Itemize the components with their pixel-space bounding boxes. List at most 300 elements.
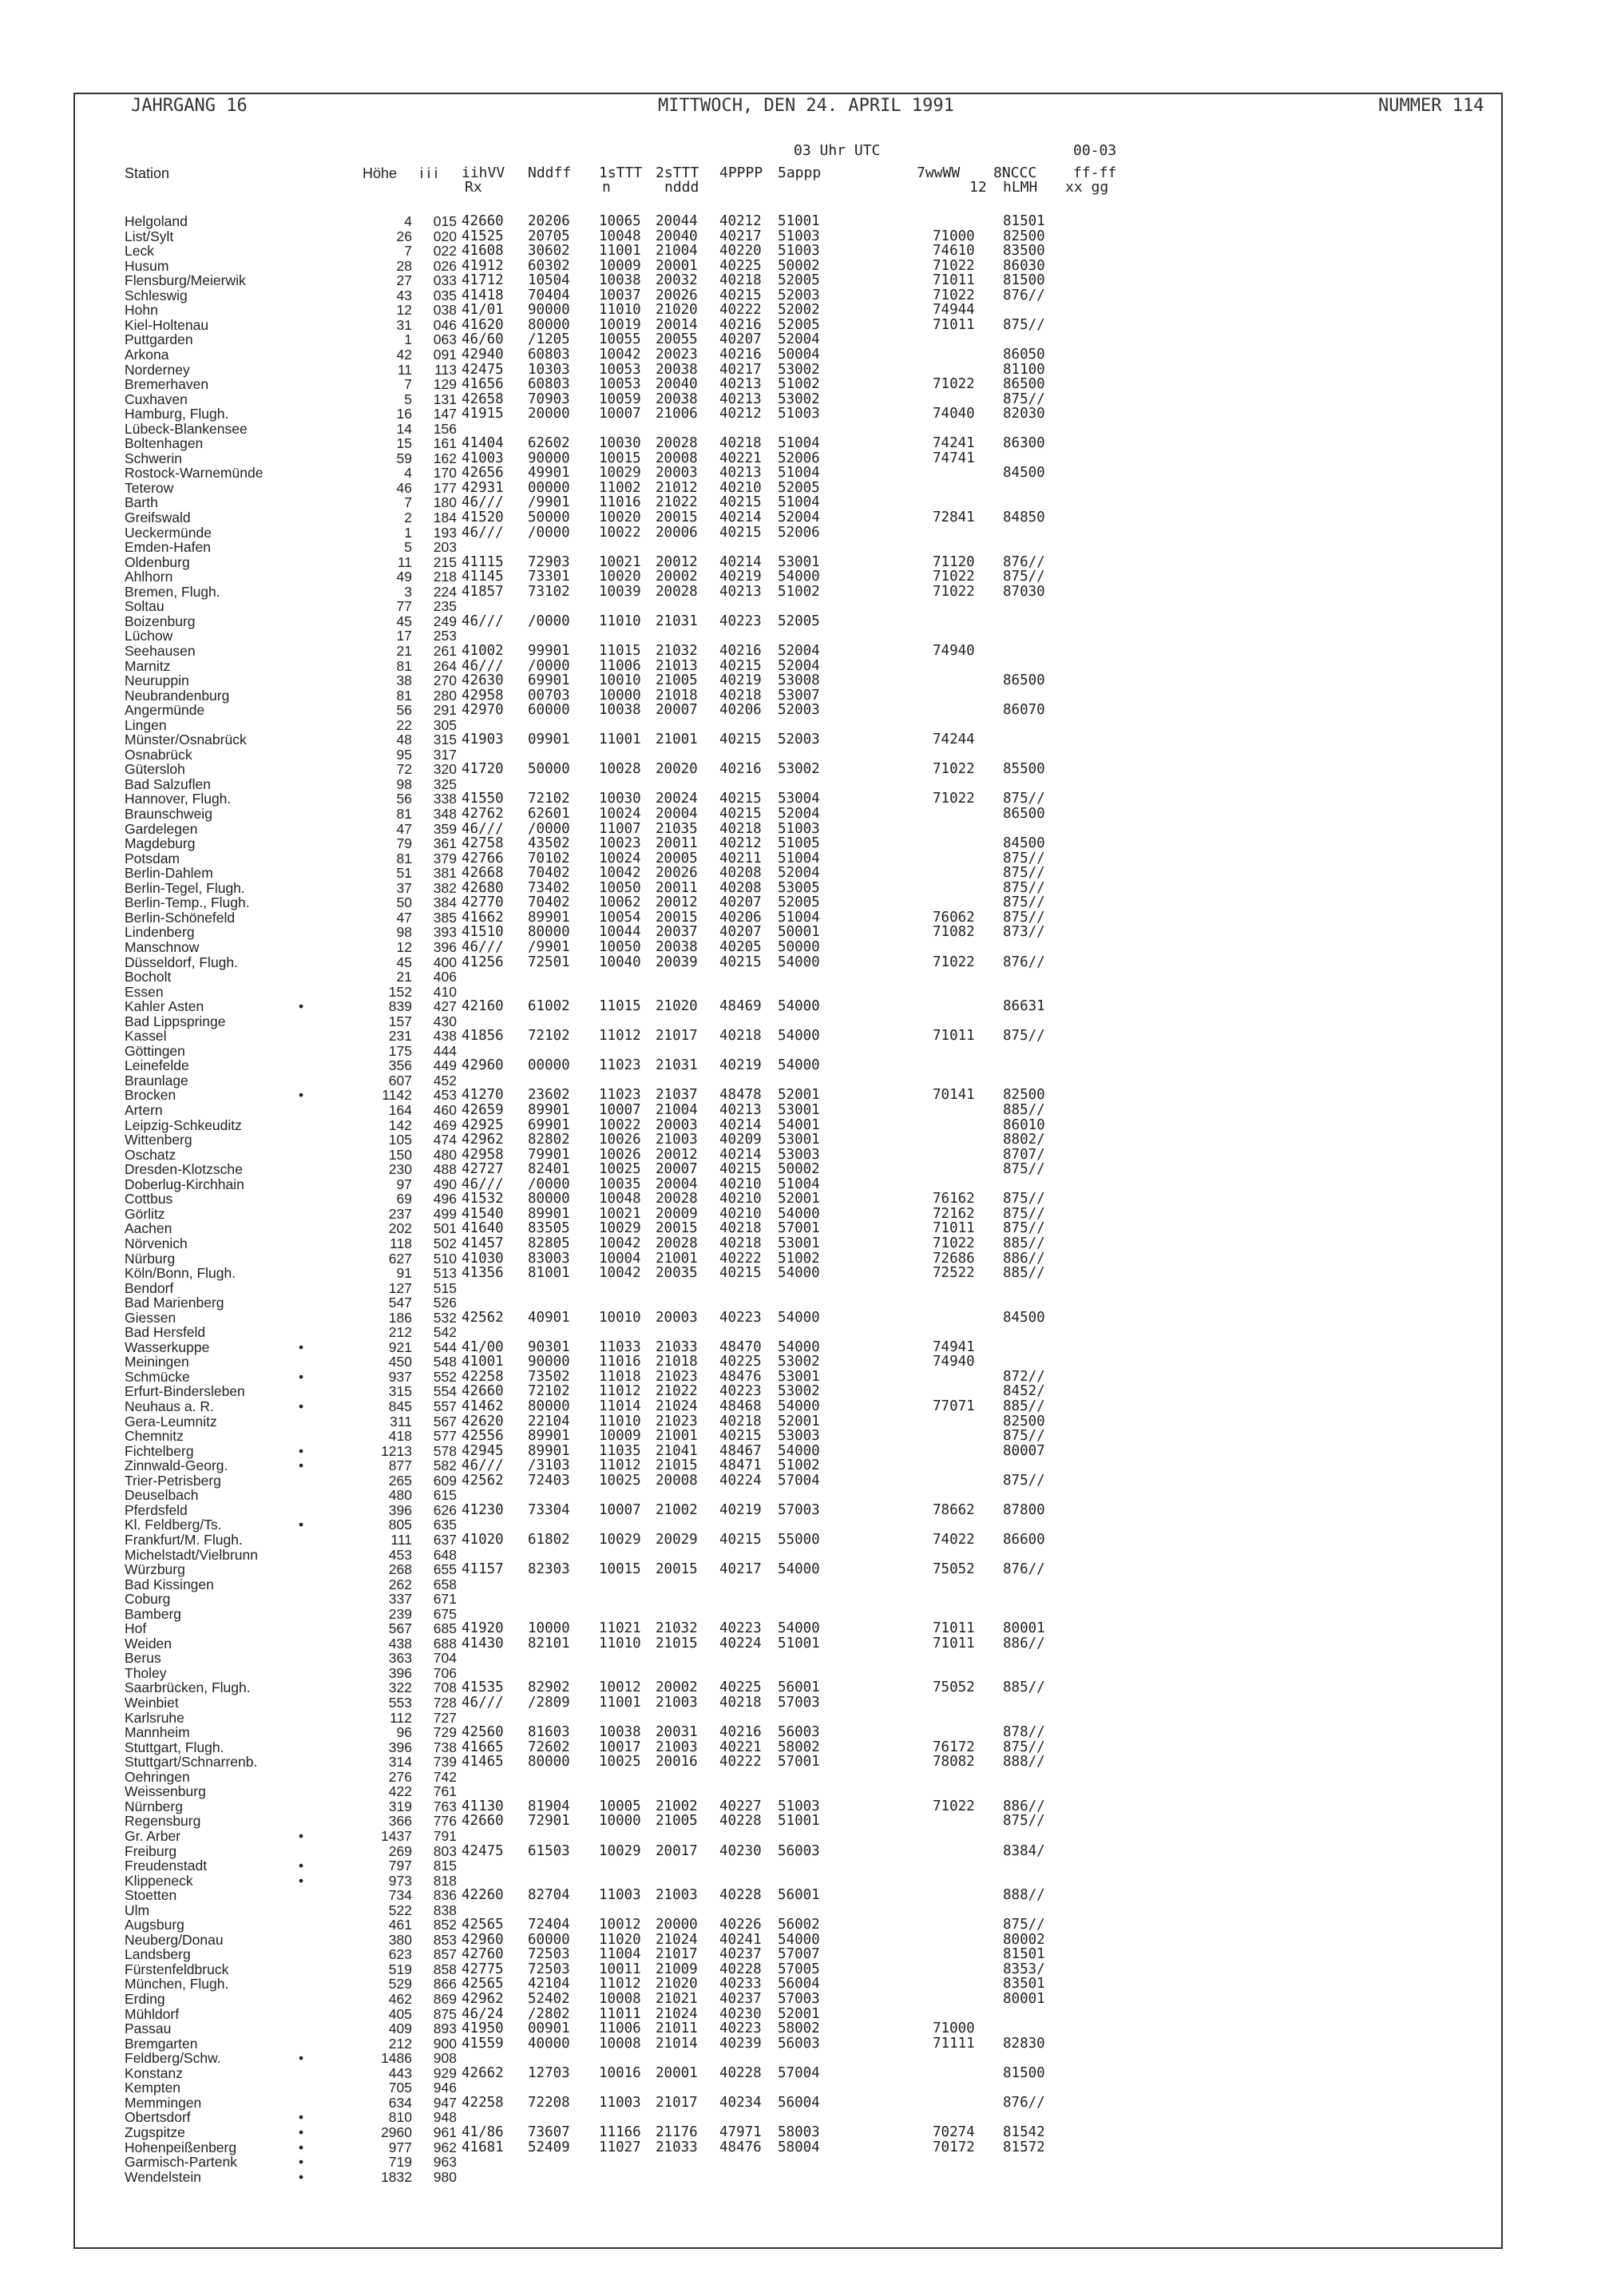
group-7wwww: 71011: [933, 1635, 975, 1652]
group-nddff: 72901: [528, 1813, 570, 1830]
station-height: 97: [396, 1176, 412, 1192]
group-8nccc: 81100: [1003, 361, 1045, 378]
station-height: 43: [396, 287, 412, 303]
station-name: Bad Hersfeld: [125, 1324, 206, 1341]
station-height: 56: [396, 791, 412, 807]
station-name: Helgoland: [125, 213, 188, 229]
station-height: 1213: [381, 1442, 412, 1459]
station-name: Neuhaus a. R.: [125, 1398, 214, 1414]
station-id: 728: [433, 1695, 457, 1711]
group-4pppp: 40215: [719, 1161, 762, 1178]
group-8nccc: 888//: [1003, 1754, 1045, 1771]
table-row: [75, 2036, 1501, 2052]
col-rx: Rx: [465, 179, 482, 196]
station-height: 462: [388, 1991, 412, 2007]
station-height: 443: [388, 2064, 412, 2081]
group-1sttt: 11021: [599, 1620, 641, 1637]
group-5appp: 52004: [778, 642, 820, 659]
group-5appp: 50001: [778, 924, 820, 941]
station-name: Emden-Hafen: [125, 539, 211, 556]
group-iihvv: 41157: [462, 1561, 504, 1578]
group-1sttt: 10042: [599, 865, 641, 882]
table-row: [75, 481, 1501, 496]
group-2sttt: 20003: [656, 1309, 698, 1326]
group-8nccc: 8353/: [1003, 1961, 1045, 1977]
group-iihvv: 41656: [462, 376, 504, 393]
station-name: Neuruppin: [125, 672, 189, 689]
group-7wwww: 71022: [933, 1798, 975, 1814]
station-name: Ahlhorn: [125, 569, 173, 585]
table-row: [75, 822, 1501, 837]
group-4pppp: 40218: [719, 820, 762, 837]
group-nddff: 10504: [528, 272, 570, 289]
group-4pppp: 40215: [719, 954, 762, 970]
group-1sttt: 11003: [599, 1887, 641, 1904]
volume-label: JAHRGANG 16: [131, 96, 248, 116]
station-name: Marnitz: [125, 657, 171, 674]
group-8nccc: 81500: [1003, 272, 1045, 289]
group-nddff: 81603: [528, 1724, 570, 1741]
station-name: Fürstenfeldbruck: [125, 1961, 229, 1977]
table-row: [75, 1370, 1501, 1385]
station-id: 875: [433, 2005, 457, 2022]
group-iihvv: 41145: [462, 569, 504, 585]
group-8nccc: 875//: [1003, 1472, 1045, 1489]
station-id: 961: [433, 2124, 457, 2140]
group-8nccc: 876//: [1003, 1561, 1045, 1578]
group-nddff: 73402: [528, 879, 570, 896]
group-4pppp: 40225: [719, 1354, 762, 1370]
station-id: 836: [433, 1887, 457, 1904]
group-5appp: 54000: [778, 1057, 820, 1074]
station-height: 48: [396, 732, 412, 748]
station-height: 921: [388, 1338, 412, 1355]
station-id: 510: [433, 1250, 457, 1267]
col-hlmh: hLMH: [1003, 179, 1038, 196]
group-4pppp: 48476: [719, 1368, 762, 1385]
station-name: Michelstadt/Vielbrunn: [125, 1546, 258, 1563]
table-row: [75, 466, 1501, 481]
col-ffff: ff-ff: [1073, 165, 1117, 181]
group-5appp: 56001: [778, 1887, 820, 1904]
group-4pppp: 40216: [719, 761, 762, 778]
group-4pppp: 40221: [719, 450, 762, 466]
group-iihvv: 46///: [462, 938, 504, 955]
station-height: 37: [396, 879, 412, 896]
group-nddff: 90000: [528, 1354, 570, 1370]
group-1sttt: 11002: [599, 479, 641, 496]
station-height: 164: [388, 1102, 412, 1118]
group-4pppp: 40213: [719, 465, 762, 482]
group-1sttt: 11011: [599, 2005, 641, 2022]
group-8nccc: 84850: [1003, 510, 1045, 525]
group-nddff: 60803: [528, 376, 570, 393]
group-4pppp: 40237: [719, 1991, 762, 2007]
group-8nccc: 875//: [1003, 1205, 1045, 1222]
group-iihvv: 41640: [462, 1220, 504, 1237]
station-name: Boltenhagen: [125, 435, 204, 452]
station-height: 396: [388, 1739, 412, 1755]
group-7wwww: 77071: [933, 1398, 975, 1414]
group-4pppp: 40210: [719, 1176, 762, 1192]
station-id: 264: [433, 657, 457, 674]
station-height: 47: [396, 820, 412, 837]
station-height: 634: [388, 2094, 412, 2111]
station-id: 460: [433, 1102, 457, 1118]
station-height: 59: [396, 450, 412, 466]
group-5appp: 57001: [778, 1220, 820, 1237]
station-id: 776: [433, 1813, 457, 1830]
group-nddff: 73502: [528, 1368, 570, 1385]
group-1sttt: 11001: [599, 1695, 641, 1711]
table-row: [75, 1192, 1501, 1207]
group-8nccc: 885//: [1003, 1679, 1045, 1696]
group-2sttt: 21023: [656, 1413, 698, 1430]
group-nddff: 89901: [528, 1442, 570, 1459]
station-id: 578: [433, 1442, 457, 1459]
station-name: Berlin-Temp., Flugh.: [125, 894, 250, 911]
group-2sttt: 20037: [656, 924, 698, 941]
group-nddff: /1205: [528, 331, 570, 348]
group-iihvv: 41115: [462, 553, 504, 570]
group-5appp: 54000: [778, 1931, 820, 1948]
station-height: 522: [388, 1901, 412, 1918]
group-1sttt: 10037: [599, 287, 641, 303]
group-iihvv: 41856: [462, 1028, 504, 1045]
group-8nccc: 86050: [1003, 346, 1045, 363]
group-1sttt: 11012: [599, 1976, 641, 1993]
group-8nccc: 81500: [1003, 2064, 1045, 2081]
group-nddff: 72102: [528, 791, 570, 807]
group-7wwww: 74940: [933, 642, 975, 659]
table-row: [75, 510, 1501, 525]
table-row: [75, 970, 1501, 985]
group-1sttt: 10030: [599, 791, 641, 807]
table-row: [75, 1399, 1501, 1414]
group-1sttt: 10023: [599, 835, 641, 852]
group-5appp: 51004: [778, 465, 820, 482]
group-iihvv: 41608: [462, 243, 504, 260]
group-5appp: 51003: [778, 406, 820, 422]
group-2sttt: 21018: [656, 687, 698, 704]
group-7wwww: 72522: [933, 1265, 975, 1282]
group-1sttt: 10059: [599, 391, 641, 407]
group-iihvv: 41662: [462, 909, 504, 926]
station-id: 035: [433, 287, 457, 303]
group-5appp: 52006: [778, 450, 820, 466]
table-row: [75, 807, 1501, 822]
group-2sttt: 21037: [656, 1087, 698, 1104]
group-7wwww: 78662: [933, 1501, 975, 1518]
table-row: [75, 1977, 1501, 1992]
group-1sttt: 10005: [599, 1798, 641, 1814]
group-5appp: 51001: [778, 1635, 820, 1652]
group-iihvv: 46///: [462, 1695, 504, 1711]
mountain-marker: •: [299, 2154, 304, 2171]
station-id: 406: [433, 969, 457, 985]
station-height: 268: [388, 1561, 412, 1578]
table-row: [75, 347, 1501, 363]
station-height: 202: [388, 1220, 412, 1237]
group-1sttt: 10015: [599, 450, 641, 466]
group-5appp: 54000: [778, 1561, 820, 1578]
group-2sttt: 20003: [656, 465, 698, 482]
station-height: 157: [388, 1013, 412, 1029]
station-name: Bremen, Flugh.: [125, 583, 220, 600]
group-4pppp: 40223: [719, 2020, 762, 2037]
group-iihvv: 42960: [462, 1931, 504, 1948]
group-2sttt: 20001: [656, 2064, 698, 2081]
group-4pppp: 40225: [719, 1679, 762, 1696]
group-7wwww: 71022: [933, 954, 975, 970]
group-iihvv: 41457: [462, 1235, 504, 1251]
station-height: 973: [388, 1872, 412, 1889]
station-id: 359: [433, 820, 457, 837]
station-height: 877: [388, 1457, 412, 1474]
group-nddff: 73102: [528, 583, 570, 600]
group-7wwww: 74941: [933, 1338, 975, 1355]
group-8nccc: 8707/: [1003, 1146, 1045, 1163]
station-name: Konstanz: [125, 2064, 183, 2081]
table-row: [75, 1829, 1501, 1844]
station-id: 708: [433, 1679, 457, 1696]
group-4pppp: 40215: [719, 732, 762, 748]
station-height: 623: [388, 1946, 412, 1963]
group-nddff: 72602: [528, 1739, 570, 1755]
table-row: [75, 1311, 1501, 1326]
station-height: 31: [396, 316, 412, 333]
table-row: [75, 851, 1501, 866]
group-1sttt: 10020: [599, 569, 641, 585]
group-nddff: 72208: [528, 2094, 570, 2111]
station-height: 311: [390, 1413, 412, 1430]
group-1sttt: 10010: [599, 1309, 641, 1326]
group-5appp: 57001: [778, 1754, 820, 1771]
station-name: Manschnow: [125, 938, 200, 955]
station-name: Greifswald: [125, 510, 191, 525]
issue-number: NUMMER 114: [1378, 96, 1484, 116]
station-height: 480: [388, 1487, 412, 1504]
table-row: [75, 1636, 1501, 1652]
group-7wwww: 71022: [933, 257, 975, 274]
group-4pppp: 40216: [719, 1724, 762, 1741]
group-5appp: 53005: [778, 879, 820, 896]
station-id: 280: [433, 687, 457, 704]
group-4pppp: 48469: [719, 998, 762, 1015]
station-name: Leipzig-Schkeuditz: [125, 1116, 242, 1133]
station-height: 91: [396, 1265, 412, 1282]
station-name: Soltau: [125, 598, 164, 615]
station-name: Weiden: [125, 1635, 172, 1652]
station-height: 422: [388, 1783, 412, 1800]
station-name: Artern: [125, 1102, 163, 1118]
station-height: 314: [388, 1754, 412, 1771]
group-nddff: 89901: [528, 1205, 570, 1222]
station-height: 797: [388, 1858, 412, 1874]
group-8nccc: 86030: [1003, 257, 1045, 274]
station-height: 2: [404, 510, 412, 525]
group-8nccc: 875//: [1003, 1428, 1045, 1445]
group-5appp: 54000: [778, 1028, 820, 1045]
station-id: 893: [433, 2020, 457, 2037]
col-2sttt: 2sTTT: [656, 165, 699, 181]
group-8nccc: 82030: [1003, 406, 1045, 422]
group-iihvv: 42475: [462, 361, 504, 378]
station-id: 815: [433, 1858, 457, 1874]
table-row: [75, 644, 1501, 659]
group-iihvv: 46///: [462, 524, 504, 541]
station-name: Berus: [125, 1650, 161, 1667]
table-row: [75, 1651, 1501, 1666]
group-7wwww: 74241: [933, 435, 975, 452]
group-5appp: 54000: [778, 1442, 820, 1459]
col-5appp: 5appp: [778, 165, 822, 181]
group-2sttt: 20002: [656, 1679, 698, 1696]
group-8nccc: 86070: [1003, 702, 1045, 719]
group-nddff: 09901: [528, 732, 570, 748]
group-nddff: 62601: [528, 806, 570, 822]
group-5appp: 54001: [778, 1116, 820, 1133]
group-4pppp: 40207: [719, 924, 762, 941]
group-7wwww: 71111: [933, 2035, 975, 2052]
station-id: 381: [433, 865, 457, 882]
station-id: 729: [433, 1724, 457, 1741]
group-7wwww: 71022: [933, 569, 975, 585]
group-7wwww: 75052: [933, 1679, 975, 1696]
group-5appp: 57007: [778, 1946, 820, 1963]
table-row: [75, 288, 1501, 303]
station-name: Kahler Asten: [125, 998, 204, 1015]
station-height: 937: [388, 1368, 412, 1385]
group-7wwww: 71022: [933, 376, 975, 393]
group-2sttt: 21021: [656, 1991, 698, 2007]
group-iihvv: 42770: [462, 894, 504, 911]
group-1sttt: 10000: [599, 1813, 641, 1830]
station-name: Garmisch-Partenk: [125, 2154, 238, 2171]
group-8nccc: 875//: [1003, 1220, 1045, 1237]
group-8nccc: 82830: [1003, 2035, 1045, 2052]
group-1sttt: 11004: [599, 1946, 641, 1963]
group-2sttt: 21022: [656, 494, 698, 511]
group-iihvv: 41520: [462, 510, 504, 525]
station-id: 655: [433, 1561, 457, 1578]
station-name: Norderney: [125, 361, 190, 378]
group-8nccc: 872//: [1003, 1368, 1045, 1385]
table-row: [75, 2110, 1501, 2125]
group-nddff: 52402: [528, 1991, 570, 2007]
group-1sttt: 10029: [599, 465, 641, 482]
station-id: 818: [433, 1872, 457, 1889]
table-row: [75, 1814, 1501, 1829]
table-row: [75, 332, 1501, 347]
group-nddff: 82805: [528, 1235, 570, 1251]
station-id: 635: [433, 1517, 457, 1533]
group-2sttt: 21003: [656, 1739, 698, 1755]
station-id: 400: [433, 954, 457, 970]
station-height: 98: [396, 775, 412, 792]
group-2sttt: 21176: [656, 2124, 698, 2140]
station-name: Zinnwald-Georg.: [125, 1457, 228, 1474]
group-nddff: 69901: [528, 672, 570, 689]
station-name: Trier-Petrisberg: [125, 1472, 221, 1489]
group-1sttt: 10012: [599, 1679, 641, 1696]
group-iihvv: 42565: [462, 1976, 504, 1993]
group-iihvv: 41230: [462, 1501, 504, 1518]
table-row: [75, 599, 1501, 614]
group-1sttt: 11023: [599, 1057, 641, 1074]
table-row: [75, 985, 1501, 1000]
group-nddff: 81904: [528, 1798, 570, 1814]
group-7wwww: 71022: [933, 761, 975, 778]
group-iihvv: 41430: [462, 1635, 504, 1652]
group-1sttt: 10038: [599, 1724, 641, 1741]
group-7wwww: 71022: [933, 1235, 975, 1251]
table-row: [75, 1799, 1501, 1814]
group-8nccc: 886//: [1003, 1798, 1045, 1814]
group-4pppp: 40223: [719, 1383, 762, 1400]
group-5appp: 53001: [778, 1235, 820, 1251]
table-row: [75, 436, 1501, 451]
station-id: 838: [433, 1901, 457, 1918]
group-8nccc: 875//: [1003, 865, 1045, 882]
station-height: 22: [396, 716, 412, 733]
group-5appp: 51005: [778, 835, 820, 852]
station-height: 519: [388, 1961, 412, 1977]
station-id: 637: [433, 1531, 457, 1548]
table-row: [75, 244, 1501, 259]
station-height: 1437: [381, 1827, 412, 1844]
station-name: Wittenberg: [125, 1132, 192, 1148]
station-height: 705: [388, 2080, 412, 2096]
group-1sttt: 11015: [599, 642, 641, 659]
group-8nccc: 80007: [1003, 1442, 1045, 1459]
table-row: [75, 229, 1501, 244]
group-2sttt: 21031: [656, 613, 698, 629]
table-row: [75, 1236, 1501, 1251]
group-4pppp: 40230: [719, 2005, 762, 2022]
group-1sttt: 10019: [599, 316, 641, 333]
group-4pppp: 40228: [719, 1961, 762, 1977]
group-2sttt: 21002: [656, 1798, 698, 1814]
station-name: Ulm: [125, 1901, 150, 1918]
station-name: Düsseldorf, Flugh.: [125, 954, 239, 970]
table-row: [75, 406, 1501, 422]
group-iihvv: 46///: [462, 1457, 504, 1474]
station-id: 235: [433, 598, 457, 615]
group-4pppp: 40213: [719, 1102, 762, 1118]
station-name: Lüchow: [125, 628, 173, 644]
group-5appp: 57004: [778, 1472, 820, 1489]
group-iihvv: 42962: [462, 1991, 504, 2007]
station-name: Hannover, Flugh.: [125, 791, 232, 807]
group-8nccc: 875//: [1003, 316, 1045, 333]
group-8nccc: 86500: [1003, 806, 1045, 822]
table-row: [75, 1029, 1501, 1044]
station-id: 499: [433, 1205, 457, 1222]
group-8nccc: 87800: [1003, 1501, 1045, 1518]
group-nddff: 82401: [528, 1161, 570, 1178]
station-name: Memmingen: [125, 2094, 202, 2111]
group-iihvv: 42258: [462, 2094, 504, 2111]
group-4pppp: 40208: [719, 865, 762, 882]
station-name: Pferdsfeld: [125, 1501, 188, 1518]
group-2sttt: 20016: [656, 1754, 698, 1771]
group-nddff: 80000: [528, 1191, 570, 1207]
station-id: 548: [433, 1354, 457, 1370]
table-row: [75, 2021, 1501, 2036]
table-row: [75, 1088, 1501, 1103]
station-id: 385: [433, 909, 457, 926]
